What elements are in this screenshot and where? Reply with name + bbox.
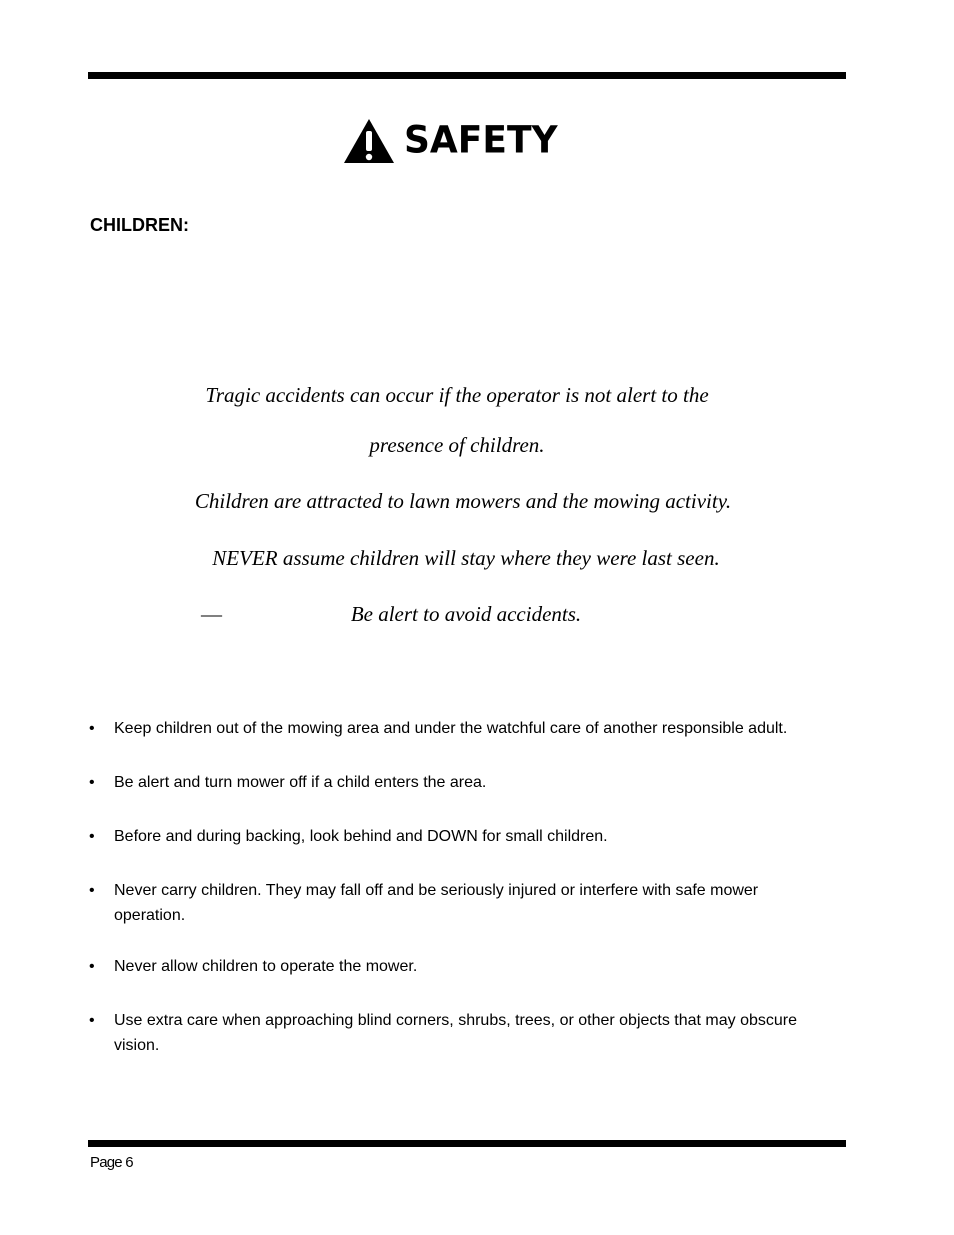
list-item — [88, 954, 828, 979]
bullet-icon: • — [89, 1012, 95, 1029]
warning-line-1: Tragic accidents can occur if the operator is not alert to the — [205, 383, 709, 407]
warning-line-4: NEVER assume children will stay where they were last seen. — [212, 546, 720, 570]
bottom-rule — [88, 1140, 846, 1147]
list-item-text: Never allow children to operate the mower. — [114, 958, 418, 975]
bullet-icon: • — [89, 882, 95, 899]
warning-line-2: presence of children. — [369, 433, 545, 457]
warning-triangle-icon — [342, 117, 396, 165]
bullet-icon: • — [89, 720, 95, 737]
list-item-text: Before and during backing, look behind and DOWN for small children. — [114, 828, 608, 845]
list-item — [88, 878, 828, 928]
list-item — [88, 1008, 808, 1058]
warning-line-3: Children are attracted to lawn mowers and the mowing activity. — [194, 489, 732, 513]
list-item — [88, 716, 828, 741]
list-item — [88, 824, 828, 849]
bullet-icon: • — [89, 958, 95, 975]
safety-title: SAFETY — [404, 118, 558, 162]
list-item-text: Use extra care when approaching blind corners, shrubs, trees, or other objects that may obscure vision. — [114, 1012, 798, 1054]
warning-line-5: Be alert to avoid accidents. — [350, 602, 582, 626]
list-item — [88, 770, 828, 795]
list-item-text: Be alert and turn mower off if a child enters the area. — [114, 774, 487, 791]
warning-dash: — — [201, 602, 222, 626]
page-number: Page 6 — [90, 1154, 133, 1171]
bullet-icon: • — [89, 774, 95, 791]
safety-header — [342, 117, 558, 165]
section-title: CHILDREN: — [90, 215, 189, 235]
list-item-text: Keep children out of the mowing area and under the watchful care of another responsible adult. — [114, 720, 788, 737]
top-rule — [88, 72, 846, 79]
bullet-icon: • — [89, 828, 95, 845]
list-item-text: Never carry children. They may fall off and be seriously injured or interfere with safe mower operation. — [114, 882, 759, 924]
